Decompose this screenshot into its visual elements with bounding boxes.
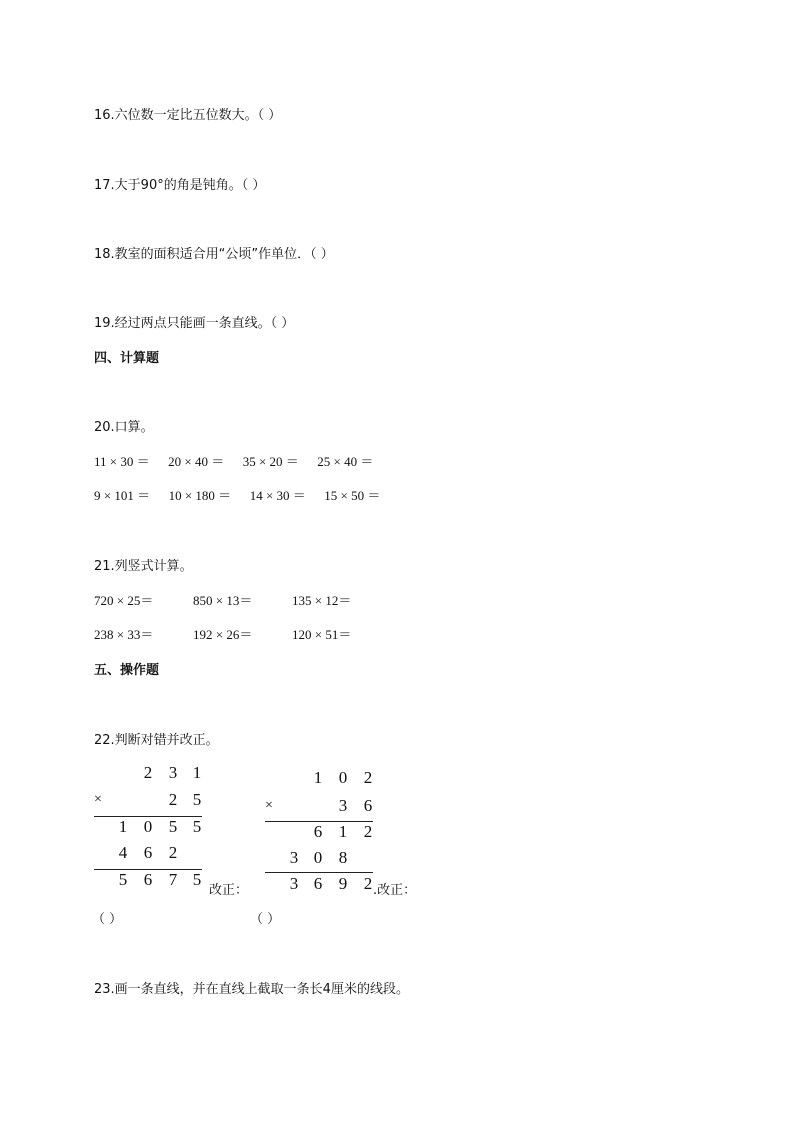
vertical-item: 120 × 51＝: [292, 627, 352, 642]
digit: 2: [363, 874, 373, 893]
digit: 0: [338, 768, 348, 787]
digit: 5: [168, 817, 178, 836]
oral-item: 14 × 30 ＝: [249, 488, 306, 503]
digit: 8: [338, 848, 348, 867]
oral-item: 10 × 180 ＝: [168, 488, 232, 503]
question-19: 19.经过两点只能画一条直线。（ ）: [94, 316, 295, 331]
oral-item: 9 × 101 ＝: [94, 488, 151, 503]
oral-item: 15 × 50 ＝: [324, 488, 381, 503]
question-21-title: 21.列竖式计算。: [94, 559, 193, 574]
question-18: 18.教室的面积适合用“公顷”作单位．（ ）: [94, 247, 334, 262]
divider-line: [265, 872, 373, 873]
oral-calc-row-1: [94, 451, 373, 470]
digit: 1: [313, 768, 323, 787]
oral-item: 11 × 30 ＝: [94, 454, 150, 469]
digit: 0: [143, 817, 153, 836]
digit: 6: [363, 796, 373, 815]
vertical-item: 850 × 13＝: [193, 593, 253, 608]
digit: 0: [313, 848, 323, 867]
oral-item: 20 × 40 ＝: [168, 454, 225, 469]
vertical-item: 720 × 25＝: [94, 593, 154, 608]
multiply-sign: ×: [94, 792, 102, 807]
digit: 1: [338, 822, 348, 841]
question-23: 23.画一条直线，并在直线上截取一条长4厘米的线段。: [94, 982, 409, 997]
answer-blank[interactable]: （ ）: [92, 912, 123, 927]
digit: 6: [143, 870, 153, 889]
digit: 5: [192, 790, 202, 809]
multiply-sign: ×: [265, 798, 273, 813]
digit: 3: [289, 874, 299, 893]
digit: 2: [168, 790, 178, 809]
digit: 2: [143, 763, 153, 782]
digit: 1: [118, 817, 128, 836]
digit: 5: [192, 817, 202, 836]
digit: 5: [118, 870, 128, 889]
answer-blank[interactable]: （ ）: [250, 912, 281, 927]
oral-item: 25 × 40 ＝: [317, 454, 374, 469]
question-17: 17.大于90°的角是钝角。（ ）: [94, 178, 266, 193]
vertical-item: 192 × 26＝: [193, 627, 253, 642]
digit: 6: [143, 843, 153, 862]
question-16: 16.六位数一定比五位数大。（ ）: [94, 108, 282, 123]
fix-label: 改正：: [209, 883, 249, 898]
oral-item: 35 × 20 ＝: [242, 454, 299, 469]
vertical-item: 135 × 12＝: [292, 593, 352, 608]
digit: 3: [338, 796, 348, 815]
digit: 9: [338, 874, 348, 893]
question-20-title: 20.口算。: [94, 420, 154, 435]
digit: 2: [363, 768, 373, 787]
digit: 5: [192, 870, 202, 889]
digit: 2: [168, 843, 178, 862]
section-heading-calculation: 四、计算题: [94, 351, 160, 366]
vertical-item: 238 × 33＝: [94, 627, 154, 642]
section-heading-operation: 五、操作题: [94, 663, 160, 678]
question-22-title: 22.判断对错并改正。: [94, 733, 219, 748]
digit: 1: [192, 763, 202, 782]
digit: 6: [313, 822, 323, 841]
digit: 7: [168, 870, 178, 889]
oral-calc-row-2: [94, 485, 380, 504]
fix-label: .改正：: [373, 883, 417, 898]
digit: 2: [363, 822, 373, 841]
digit: 3: [289, 848, 299, 867]
digit: 4: [118, 843, 128, 862]
digit: 6: [313, 874, 323, 893]
digit: 3: [168, 763, 178, 782]
